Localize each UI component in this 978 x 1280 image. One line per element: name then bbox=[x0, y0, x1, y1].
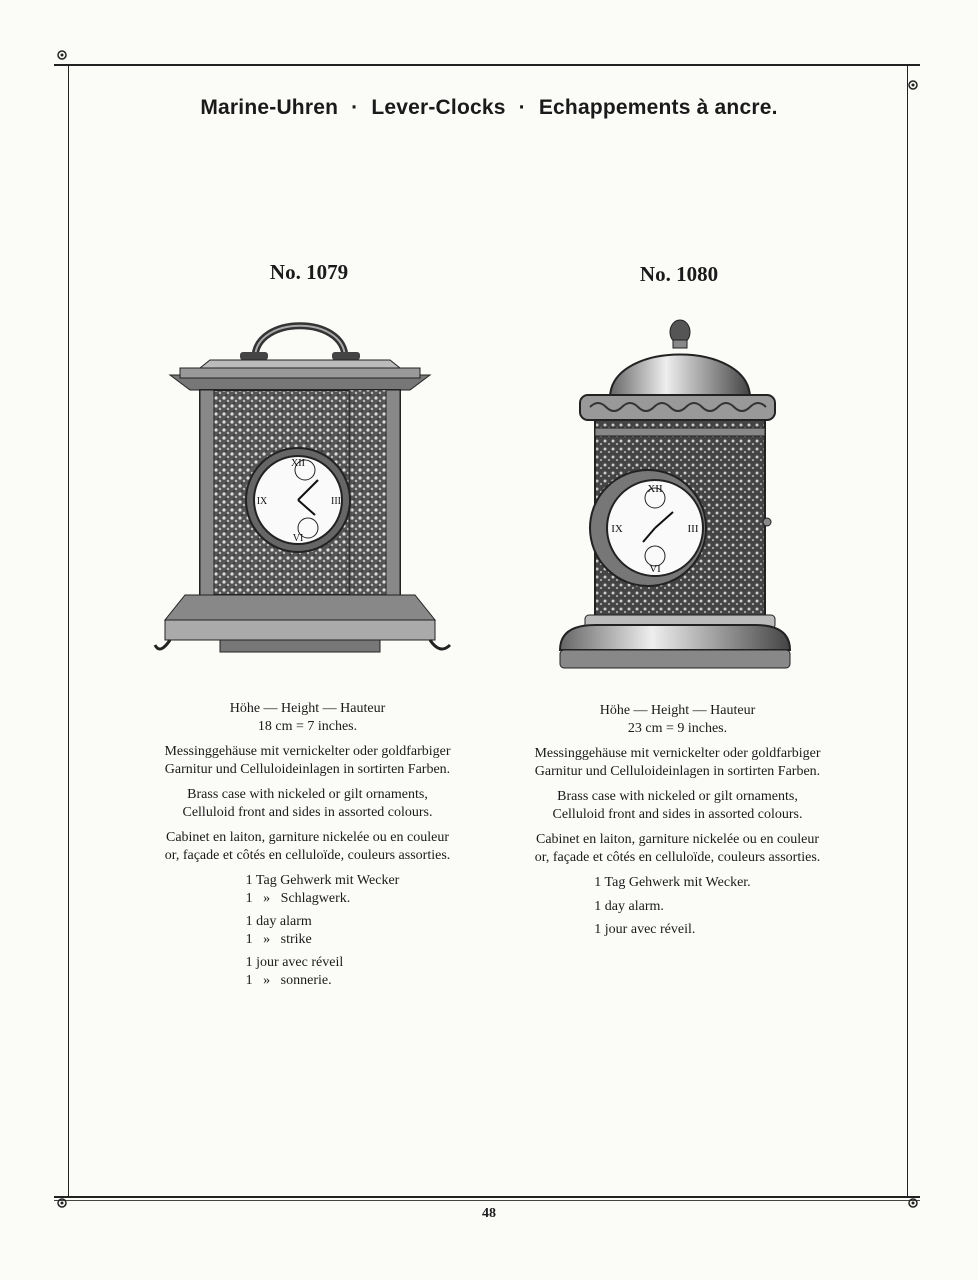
product-1079-description bbox=[135, 700, 480, 989]
svg-text:III: III bbox=[687, 523, 699, 535]
movement-line: 1 Tag Gehwerk mit Wecker. bbox=[594, 875, 751, 890]
movement-line: 1 » Schlagwerk. bbox=[245, 890, 351, 906]
german-description: Messinggehäuse mit vernickelter oder goldfarbiger Garnitur und Celluloideinlagen in sortirten Farben. bbox=[164, 744, 451, 777]
german-description: Messinggehäuse mit vernickelter oder goldfarbiger Garnitur und Celluloideinlagen in sortirten Farben. bbox=[534, 746, 821, 779]
movement-line: 1 jour avec réveil. bbox=[594, 922, 696, 937]
product-number-1080: No. 1080 bbox=[639, 262, 719, 286]
svg-text:XII: XII bbox=[647, 483, 663, 495]
svg-text:VI: VI bbox=[292, 533, 304, 544]
corner-ornament-icon bbox=[55, 48, 69, 62]
product-number-1079: No. 1079 bbox=[269, 260, 349, 284]
svg-text:VI: VI bbox=[649, 563, 661, 575]
height-value: 23 cm = 9 inches. bbox=[627, 720, 728, 736]
height-label: Höhe — Height — Hauteur bbox=[599, 703, 756, 718]
title-english: Lever-Clocks bbox=[371, 96, 506, 119]
svg-text:IX: IX bbox=[256, 496, 268, 507]
movement-list bbox=[594, 874, 750, 939]
movement-line: 1 day alarm. bbox=[594, 898, 664, 914]
english-description: Brass case with nickeled or gilt ornaments, Celluloid front and sides in assorted colours. bbox=[182, 787, 433, 820]
movement-list bbox=[246, 872, 400, 989]
movement-line: 1 » strike bbox=[245, 931, 312, 947]
movement-line: 1 day alarm bbox=[245, 914, 312, 929]
bottom-rule bbox=[54, 1196, 920, 1201]
movement-line: 1 Tag Gehwerk mit Wecker bbox=[245, 873, 400, 888]
svg-text:III: III bbox=[331, 496, 341, 507]
title-french: Echappements à ancre. bbox=[538, 96, 778, 119]
height-value: 18 cm = 7 inches. bbox=[257, 718, 358, 734]
corner-ornament-icon bbox=[906, 78, 920, 92]
movement-line: 1 jour avec réveil bbox=[245, 955, 344, 970]
movement-line: 1 » sonnerie. bbox=[245, 972, 332, 988]
title-german: Marine-Uhren bbox=[200, 96, 339, 119]
svg-text:XII: XII bbox=[291, 458, 305, 469]
page-title bbox=[0, 96, 978, 120]
clock-1080-illustration bbox=[555, 310, 795, 680]
product-1080-description bbox=[505, 702, 850, 939]
svg-text:IX: IX bbox=[611, 523, 623, 535]
title-separator: · bbox=[351, 96, 359, 119]
page-number: 48 bbox=[482, 1206, 496, 1221]
english-description: Brass case with nickeled or gilt ornaments, Celluloid front and sides in assorted colours. bbox=[552, 789, 803, 822]
title-separator: · bbox=[518, 96, 526, 119]
clock-1079-illustration bbox=[150, 300, 470, 680]
height-label: Höhe — Height — Hauteur bbox=[229, 701, 386, 716]
french-description: Cabinet en laiton, garniture nickelée ou en couleur or, façade et côtés en celluloïde, couleurs assorties. bbox=[534, 832, 821, 865]
french-description: Cabinet en laiton, garniture nickelée ou en couleur or, façade et côtés en celluloïde, couleurs assorties. bbox=[164, 830, 451, 863]
